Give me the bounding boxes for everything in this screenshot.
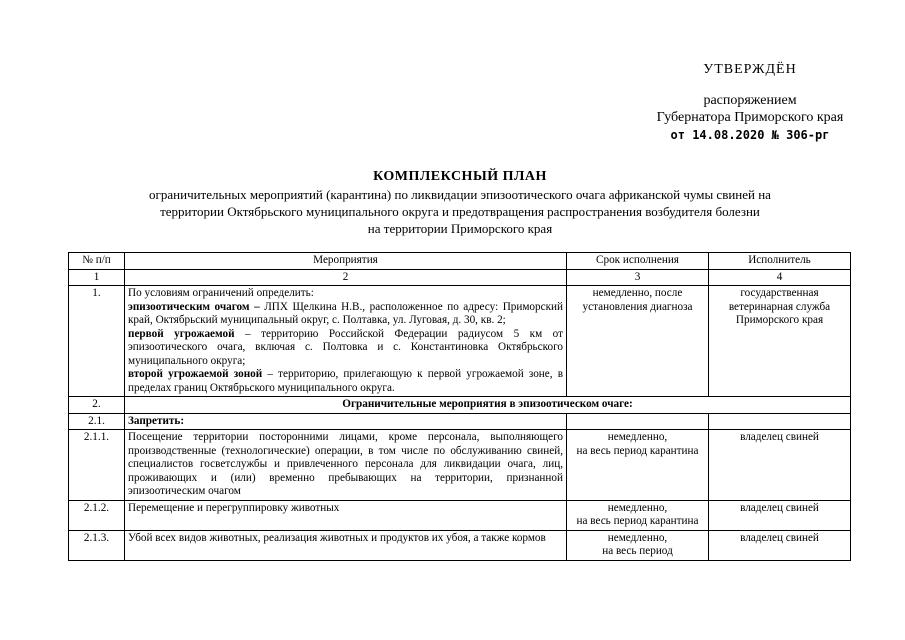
column-number: 4 — [709, 269, 851, 286]
deadline-line: немедленно, — [607, 531, 668, 544]
row-executor: государственная ветеринарная служба Приморского края — [709, 286, 851, 397]
measure-text: – территорию, прилегающую к первой угрожаемой зоне, в пределах границ Октябрьского муниципального округа. — [128, 368, 564, 394]
measure-term: первой угрожаемой — [128, 327, 235, 340]
row-deadline: немедленно, после установления диагноза — [567, 286, 709, 397]
row-deadline — [567, 530, 709, 560]
column-number: 2 — [125, 269, 567, 286]
row-number: 2.1.2. — [69, 500, 125, 530]
section-title: Ограничительные мероприятия в эпизоотическом очаге: — [125, 397, 851, 414]
row-measure: Перемещение и перегруппировку животных — [125, 500, 567, 530]
table-header-row — [69, 253, 851, 270]
header-number: № п/п — [69, 253, 125, 270]
table-row — [69, 500, 851, 530]
header-executor: Исполнитель — [709, 253, 851, 270]
empty-cell — [709, 413, 851, 430]
plan-table — [68, 252, 851, 561]
table-row — [69, 430, 851, 501]
document-subtitle-2: территории Октябрьского муниципального округа и предотвращения распространения возбудителя болезни — [160, 204, 760, 219]
approval-title: УТВЕРЖДЁН — [703, 62, 797, 77]
section-row — [69, 397, 851, 414]
deadline-line: на весь период — [602, 545, 673, 557]
approval-stamp — [640, 62, 860, 144]
column-number: 3 — [567, 269, 709, 286]
row-number: 2.1.1. — [69, 430, 125, 501]
row-executor: владелец свиней — [709, 530, 851, 560]
header-measures: Мероприятия — [125, 253, 567, 270]
deadline-line: немедленно, — [607, 431, 668, 443]
document-title: КОМПЛЕКСНЫЙ ПЛАН — [373, 169, 547, 184]
approval-date: от 14.08.2020 № 306-рг — [670, 128, 830, 142]
row-executor: владелец свиней — [709, 500, 851, 530]
measure-term: второй угрожаемой зоной — [128, 368, 263, 380]
empty-cell — [567, 413, 709, 430]
document-heading — [70, 168, 850, 237]
measure-text: – территорию Российской Федерации радиусом 5 км от эпизоотического очага, включая с. Полтовка и с. Константиновка Октябрьского муниципального округа; — [128, 327, 563, 367]
measure-term: эпизоотическим очагом – — [128, 300, 260, 313]
row-number: 2. — [69, 397, 125, 414]
subsection-row — [69, 413, 851, 430]
row-measure — [125, 286, 567, 397]
row-number: 2.1. — [69, 413, 125, 430]
column-number: 1 — [69, 269, 125, 286]
deadline-line: немедленно, — [607, 501, 668, 514]
row-deadline — [567, 430, 709, 501]
approval-line-1: распоряжением — [703, 93, 797, 108]
measure-text: ЛПХ Щелкина Н.В., расположенное по адресу: Приморский край, Октябрьский муниципальный округ, с. Полтавка, ул. Луговая, д. 30, кв. 2; — [128, 300, 563, 326]
table-row — [69, 530, 851, 560]
document-subtitle-1: ограничительных мероприятий (карантина) по ликвидации эпизоотического очага африканской чумы свиней на — [149, 187, 771, 202]
deadline-line: на весь период карантина — [576, 515, 699, 527]
row-number: 2.1.3. — [69, 530, 125, 560]
measure-paragraph — [128, 368, 563, 395]
header-deadline: Срок исполнения — [567, 253, 709, 270]
document-subtitle-3: на территории Приморского края — [367, 221, 553, 236]
subsection-title: Запретить: — [125, 413, 567, 430]
measure-paragraph — [128, 301, 563, 328]
approval-line-2: Губернатора Приморского края — [656, 110, 844, 125]
measure-paragraph — [128, 328, 563, 369]
measure-intro: По условиям ограничений определить: — [128, 287, 314, 299]
deadline-line: на весь период карантина — [576, 444, 699, 457]
row-number: 1. — [69, 286, 125, 397]
table-row — [69, 286, 851, 397]
row-executor: владелец свиней — [709, 430, 851, 501]
row-measure: Убой всех видов животных, реализация животных и продуктов их убоя, а также кормов — [125, 530, 567, 560]
row-deadline — [567, 500, 709, 530]
column-number-row — [69, 269, 851, 286]
row-measure: Посещение территории посторонними лицами, кроме персонала, выполняющего производственные (технологические) операции, в том числе по обслуживанию свиней, специалистов госветслужбы и привлеченного персонала для ликвидации очага, лиц, проживающих и (или) временно пребывающих на территории, признанной эпизоотическим очагом — [125, 430, 567, 501]
